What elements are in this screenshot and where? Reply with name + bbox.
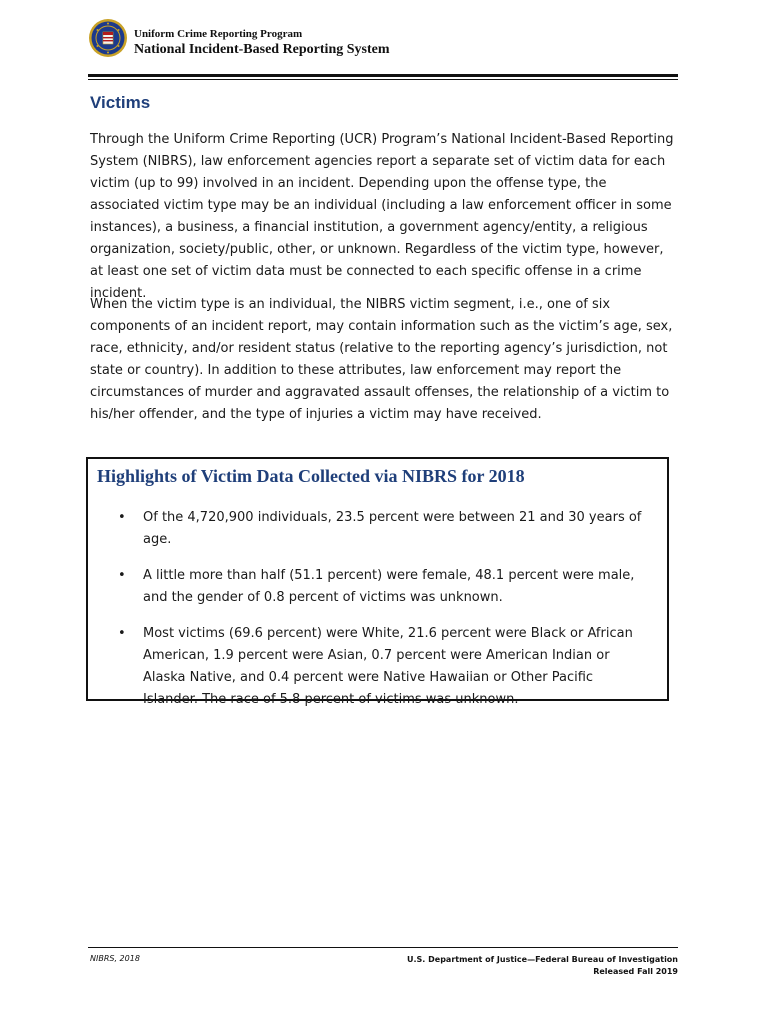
system-name: National Incident-Based Reporting System: [134, 42, 390, 57]
bullet-icon: •: [118, 510, 126, 525]
highlights-list: [88, 507, 667, 725]
list-item-text: A little more than half (51.1 percent) were female, 48.1 percent were male, and the gender of 0.8 percent of victims was unknown.: [143, 568, 635, 605]
highlights-title: Highlights of Victim Data Collected via NIBRS for 2018: [97, 466, 525, 486]
list-item: [88, 565, 667, 609]
intro-paragraph: Through the Uniform Crime Reporting (UCR) Program’s National Incident-Based Reporting System (NIBRS), law enforcement agencies report a separate set of victim data for each victim (up to 99) involved in an incident. Depending upon the offense type, the associated victim type may be an individual (including a law enforcement officer in some instances), a business, a financial institution, a government agency/entity, a religious organization, society/public, other, or unknown. Regardless of the victim type, however, at least one set of victim data must be connected to each specific offense in a crime incident.: [90, 132, 674, 301]
highlights-box: [86, 457, 669, 707]
header-rule-thick: [88, 74, 678, 77]
program-name: Uniform Crime Reporting Program: [134, 28, 303, 40]
section-title: Victims: [90, 93, 151, 112]
list-item-text: Of the 4,720,900 individuals, 23.5 percent were between 21 and 30 years of age.: [143, 510, 642, 547]
bullet-icon: •: [118, 568, 126, 583]
list-item-text: Most victims (69.6 percent) were White, 21.6 percent were Black or African American, 1.9 percent were Asian, 0.7 percent were American Indian or Alaska Native, and 0.4 percent were Native Hawaiian or Other Pacific Islander. The race of 5.8 percent of victims was unknown.: [143, 626, 633, 707]
bullet-icon: •: [118, 626, 126, 641]
footer-report-name: NIBRS, 2018: [90, 954, 140, 963]
footer-release-date: Released Fall 2019: [593, 967, 678, 976]
header-rule-thin: [88, 79, 678, 80]
list-item: [88, 623, 667, 711]
footer-rule: [88, 947, 678, 948]
attributes-paragraph: When the victim type is an individual, the NIBRS victim segment, i.e., one of six components of an incident report, may contain information such as the victim’s age, sex, race, ethnicity, and/or resident status (relative to the reporting agency’s jurisdiction, not state or country). In addition to these attributes, law enforcement may report the circumstances of murder and aggravated assault offenses, the relationship of a victim to his/her offender, and the type of injuries a victim may have received.: [90, 297, 673, 422]
fbi-seal-icon: [88, 16, 128, 60]
document-header: [88, 16, 678, 66]
footer-agency: U.S. Department of Justice—Federal Bureau of Investigation: [407, 955, 678, 964]
list-item: [88, 507, 667, 551]
footer-publisher: [407, 954, 678, 978]
